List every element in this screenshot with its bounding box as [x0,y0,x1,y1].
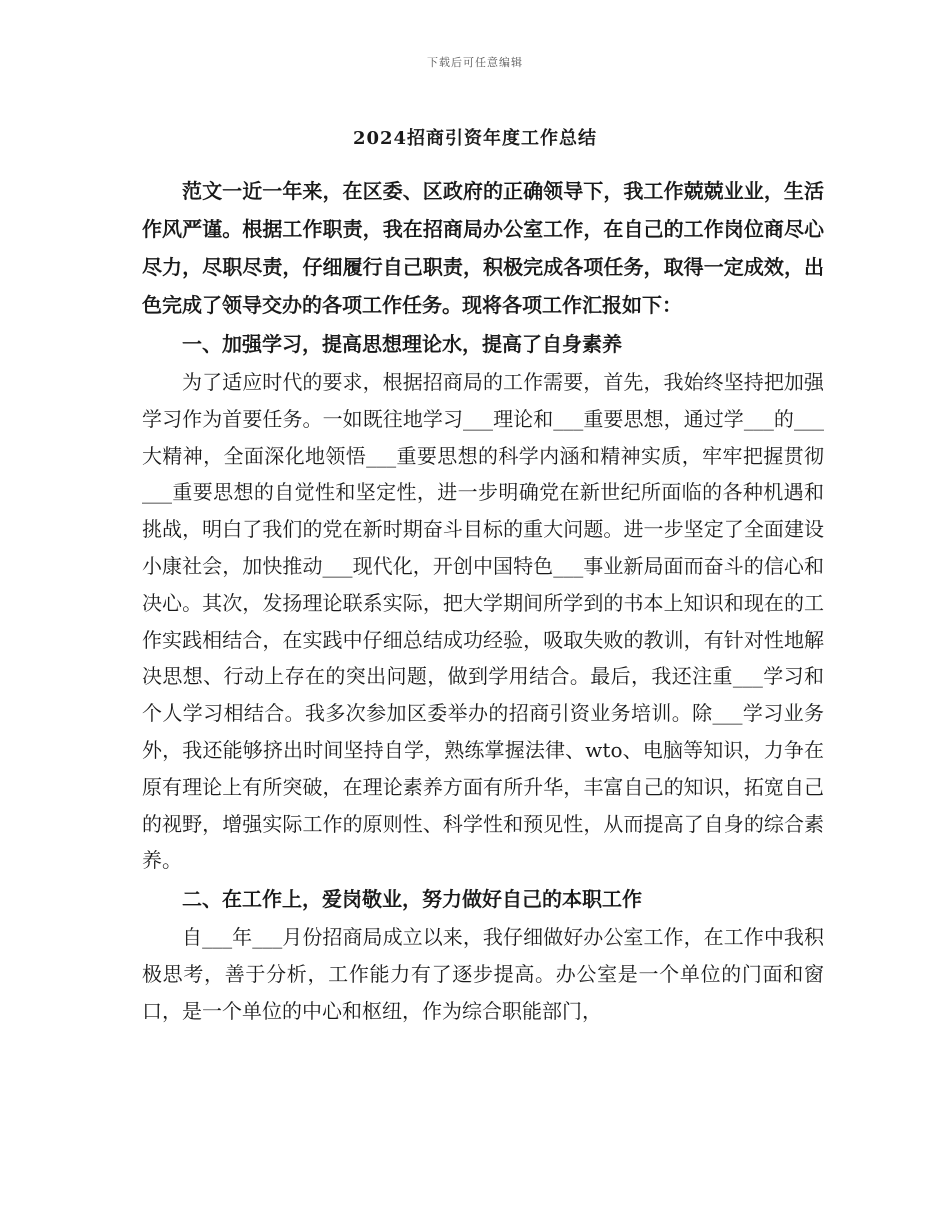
document-body [142,172,824,1030]
header-note: 下载后可任意编辑 [427,56,523,69]
section2-heading: 二、在工作上，爱岗敬业，努力做好自己的本职工作 [182,887,642,912]
section2-paragraph: 自___年___月份招商局成立以来，我仔细做好办公室工作，在工作中我积极思考，善于分析，工作能力有了逐步提高。办公室是一个单位的门面和窗口，是一个单位的中心和枢纽，作为综合职能部门， [142,925,824,1023]
section1-paragraph: 为了适应时代的要求，根据招商局的工作需要，首先，我始终坚持把加强学习作为首要任务。一如既往地学习___理论和___重要思想，通过学___的___大精神，全面深化地领悟___重要思想的科学内涵和精神实质，牢牢把握贯彻___重要思想的自觉性和坚定性，进一步明确党在新世纪所面临的各种机遇和挑战，明白了我们的党在新时期奋斗目标的重大问题。进一步坚定了全面建设小康社会，加快推动___现代化，开创中国特色___事业新局面而奋斗的信心和决心。其次，发扬理论联系实际，把大学期间所学到的书本上知识和现在的工作实践相结合，在实践中仔细总结成功经验，吸取失败的教训，有针对性地解决思想、行动上存在的突出问题，做到学用结合。最后，我还注重___学习和个人学习相结合。我多次参加区委举办的招商引资业务培训。除___学习业务外，我还能够挤出时间坚持自学，熟练掌握法律、wto、电脑等知识，力争在原有理论上有所突破，在理论素养方面有所升华，丰富自己的知识，拓宽自己的视野，增强实际工作的原则性、科学性和预见性，从而提高了自身的综合素养。 [142,370,824,873]
document-title: 2024招商引资年度工作总结 [352,128,598,149]
intro-paragraph: 范文一近一年来，在区委、区政府的正确领导下，我工作兢兢业业，生活作风严谨。根据工作职责，我在招商局办公室工作，在自己的工作岗位商尽心尽力，尽职尽责，仔细履行自己职责，积极完成各项任务，取得一定成效，出色完成了领导交办的各项工作任务。现将各项工作汇报如下： [142,179,824,317]
section1-heading: 一、加强学习，提高思想理论水，提高了自身素养 [182,332,622,356]
